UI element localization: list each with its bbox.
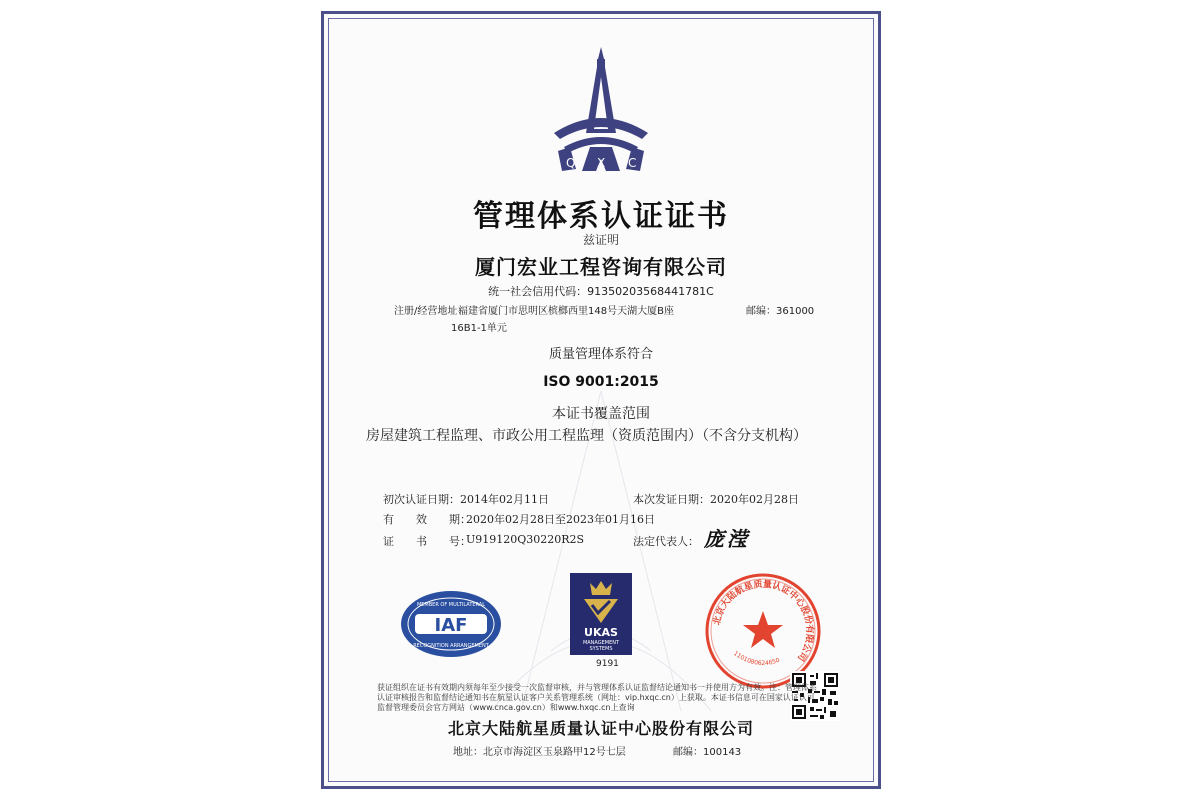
certificate-notice: 获证组织在证书有效期内须每年至少接受一次监督审核，并与管理体系认证监督结论通知书一并使用方为有效。注：管理体系认证审核报告和监督结论通知书在航星认证客户关系管理系统（网址：vip.hxqc.cn）上获取。本证书信息可在国家认证认可监督管理委员会官方网站（www.cnca.gov.cn）和www.hxqc.cn上查询: [377, 683, 817, 712]
iaf-logo-icon: [399, 589, 503, 659]
standard-intro: 质量管理体系符合: [548, 347, 653, 362]
certificate-title: 管理体系认证证书: [473, 199, 729, 234]
standard-name: ISO 9001:2015: [543, 374, 659, 390]
scope-title: 本证书覆盖范围: [552, 406, 650, 422]
ukas-accreditation-number: 9191: [596, 659, 619, 669]
qxc-emblem-icon: [546, 43, 656, 183]
issuer-name: 北京大陆航星质量认证中心股份有限公司: [447, 719, 754, 738]
address-line-2: 16B1-1单元: [451, 323, 507, 334]
company-name: 厦门宏业工程咨询有限公司: [475, 255, 727, 279]
issuer-address: 地址：北京市海淀区玉泉路甲12号七层: [453, 747, 626, 758]
this-issue-date: 本次发证日期：2020年02月28日: [633, 493, 799, 506]
certificate-subtitle: 兹证明: [582, 233, 619, 247]
credit-code: 统一社会信用代码：91350203568441781C: [488, 285, 714, 298]
scope-body: 房屋建筑工程监理、市政公用工程监理（资质范围内）（不含分支机构）: [366, 428, 807, 444]
emblem-letter-q: Q: [566, 156, 576, 170]
certificate-number-label: 证 书 号：: [383, 535, 471, 548]
first-certification-date: 初次认证日期：2014年02月11日: [383, 493, 549, 506]
postcode: 邮编：361000: [746, 306, 815, 317]
certificate-number-value: U919120Q30220R2S: [466, 533, 585, 546]
ukas-sub-text-1: MANAGEMENT: [582, 640, 620, 646]
certificate-sheet: [321, 11, 881, 789]
seal-ring-text: 北京大陆航星质量认证中心股份有限公司: [712, 579, 815, 663]
issuer-postcode: 邮编：100143: [673, 747, 742, 758]
address-label: 注册/经营地址：: [394, 306, 468, 317]
validity-value: 2020年02月28日至2023年01月16日: [466, 513, 655, 526]
iaf-bottom-text: RECOGNITION ARRANGEMENT: [413, 643, 489, 649]
validity-label: 有 效 期：: [383, 513, 471, 526]
legal-representative-signature: 庞滢: [704, 527, 750, 551]
emblem-letter-c: C: [628, 156, 637, 170]
ukas-logo-icon: [570, 573, 632, 655]
ukas-sub-text-2: SYSTEMS: [589, 646, 613, 652]
iaf-main-text: IAF: [434, 615, 468, 636]
iaf-top-text: MEMBER OF MULTILATERAL: [416, 602, 486, 608]
svg-text:1101080624650: [732, 650, 781, 667]
emblem-letter-x: X: [597, 156, 606, 170]
address-line-1: 福建省厦门市思明区槟榔西里148号天湖大厦B座: [458, 306, 674, 317]
legal-representative-label: 法定代表人：: [633, 535, 699, 548]
seal-number: 1101080624650: [732, 650, 781, 668]
ukas-main-text: UKAS: [584, 626, 618, 639]
